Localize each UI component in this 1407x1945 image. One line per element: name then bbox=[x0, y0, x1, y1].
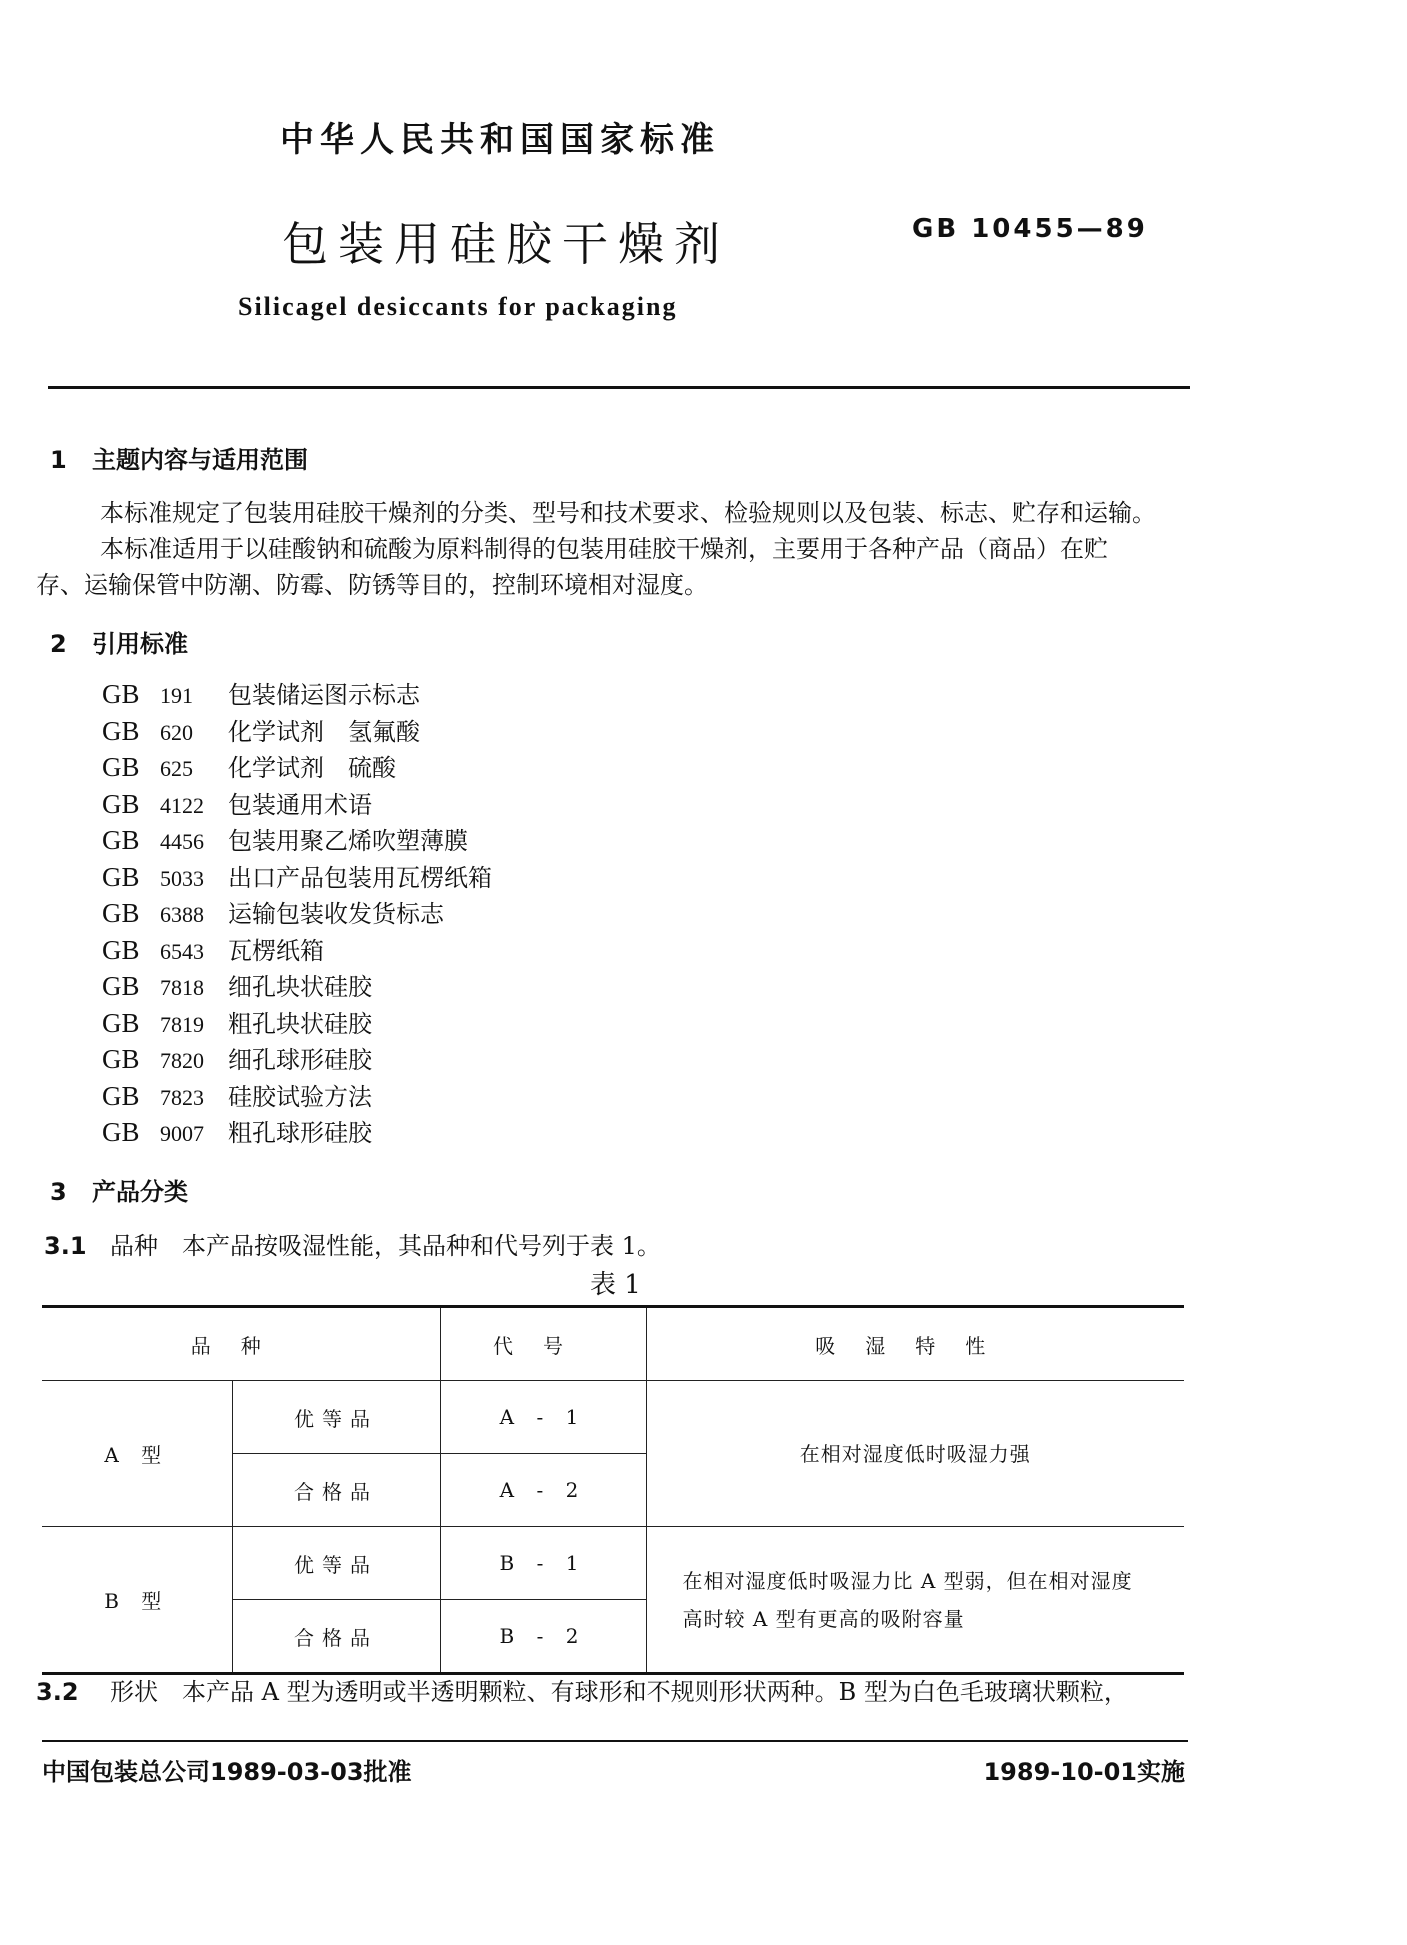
reference-number: 6388 bbox=[160, 902, 204, 927]
reference-item bbox=[102, 859, 492, 896]
subsection-3-1 bbox=[44, 1226, 661, 1261]
footer-divider bbox=[42, 1740, 1188, 1742]
reference-title: 细孔块状硅胶 bbox=[228, 973, 372, 1001]
header-divider bbox=[48, 386, 1190, 389]
reference-item bbox=[102, 1005, 492, 1042]
cell-grade: 合格品 bbox=[232, 1600, 440, 1674]
reference-prefix: GB bbox=[102, 788, 140, 819]
cell-code: A - 1 bbox=[440, 1381, 646, 1454]
section-number: 2 bbox=[50, 630, 67, 658]
cell-type-b: B 型 bbox=[42, 1527, 232, 1674]
reference-item bbox=[102, 1078, 492, 1115]
section-2-heading bbox=[50, 624, 188, 659]
cell-property-b: 在相对湿度低时吸湿力比 A 型弱，但在相对湿度高时较 A 型有更高的吸附容量 bbox=[646, 1527, 1184, 1674]
reference-number: 4456 bbox=[160, 829, 204, 854]
reference-number: 4122 bbox=[160, 792, 204, 818]
reference-prefix: GB bbox=[102, 1080, 140, 1111]
subsection-text: 形状 本产品 A 型为透明或半透明颗粒、有球形和不规则形状两种。B 型为白色毛玻璃状颗粒， bbox=[110, 1678, 1128, 1706]
reference-prefix: GB bbox=[102, 1044, 140, 1074]
standard-code: GB 10455—89 bbox=[912, 214, 1148, 244]
subsection-number: 3.1 bbox=[44, 1232, 87, 1260]
reference-prefix: GB bbox=[102, 934, 140, 965]
section-1-heading bbox=[50, 440, 308, 475]
reference-title: 硅胶试验方法 bbox=[228, 1082, 372, 1111]
english-title: Silicagel desiccants for packaging bbox=[238, 292, 678, 321]
reference-item bbox=[102, 895, 492, 932]
reference-title: 包装用聚乙烯吹塑薄膜 bbox=[228, 827, 468, 855]
table-row bbox=[42, 1527, 1184, 1600]
reference-list bbox=[102, 676, 492, 1151]
reference-title: 包装储运图示标志 bbox=[228, 681, 420, 709]
reference-number: 7819 bbox=[160, 1011, 204, 1037]
classification-table bbox=[42, 1305, 1184, 1675]
reference-item bbox=[102, 968, 492, 1005]
section-1-paragraph-2-line-1: 本标准适用于以硅酸钠和硫酸为原料制得的包装用硅胶干燥剂，主要用于各种产品（商品）在贮 bbox=[100, 535, 1108, 563]
header-variety: 品种 bbox=[42, 1307, 440, 1381]
subsection-3-2 bbox=[36, 1672, 1128, 1707]
header-property: 吸湿特性 bbox=[646, 1307, 1184, 1381]
reference-title: 出口产品包装用瓦楞纸箱 bbox=[228, 863, 492, 892]
section-number: 1 bbox=[50, 446, 67, 474]
reference-number: 7823 bbox=[160, 1084, 204, 1110]
reference-title: 化学试剂 硫酸 bbox=[228, 754, 396, 782]
national-standard-label: 中华人民共和国国家标准 bbox=[280, 120, 720, 160]
table-row bbox=[42, 1381, 1184, 1454]
reference-number: 625 bbox=[160, 756, 193, 781]
reference-title: 包装通用术语 bbox=[228, 790, 372, 819]
reference-item bbox=[102, 786, 492, 823]
reference-prefix: GB bbox=[102, 825, 140, 855]
cell-code: B - 2 bbox=[440, 1600, 646, 1674]
reference-title: 化学试剂 氢氟酸 bbox=[228, 717, 420, 746]
reference-prefix: GB bbox=[102, 1007, 140, 1038]
cell-type-a: A 型 bbox=[42, 1381, 232, 1527]
section-1-paragraph-1: 本标准规定了包装用硅胶干燥剂的分类、型号和技术要求、检验规则以及包装、标志、贮存和运输。 bbox=[100, 499, 1156, 527]
document-title: 包装用硅胶干燥剂 bbox=[282, 217, 730, 271]
cell-grade: 合格品 bbox=[232, 1454, 440, 1527]
reference-prefix: GB bbox=[102, 752, 140, 782]
reference-prefix: GB bbox=[102, 715, 140, 746]
reference-title: 粗孔块状硅胶 bbox=[228, 1009, 372, 1038]
section-3-heading bbox=[50, 1172, 188, 1207]
reference-number: 7820 bbox=[160, 1048, 204, 1073]
section-title: 引用标准 bbox=[92, 630, 188, 658]
reference-prefix: GB bbox=[102, 679, 140, 709]
cell-property-a: 在相对湿度低时吸湿力强 bbox=[646, 1381, 1184, 1527]
section-title: 产品分类 bbox=[92, 1178, 188, 1206]
reference-title: 运输包装收发货标志 bbox=[228, 900, 444, 928]
section-number: 3 bbox=[50, 1178, 67, 1206]
cell-code: B - 1 bbox=[440, 1527, 646, 1600]
table-caption: 表 1 bbox=[590, 1270, 641, 1300]
subsection-number: 3.2 bbox=[36, 1678, 79, 1706]
reference-item bbox=[102, 1041, 492, 1078]
reference-title: 粗孔球形硅胶 bbox=[228, 1119, 372, 1147]
approval-note: 中国包装总公司1989-03-03批准 bbox=[42, 1758, 412, 1786]
reference-number: 6543 bbox=[160, 938, 204, 964]
reference-number: 620 bbox=[160, 719, 193, 745]
header-code: 代号 bbox=[440, 1307, 646, 1381]
reference-number: 5033 bbox=[160, 865, 204, 891]
reference-title: 瓦楞纸箱 bbox=[228, 936, 324, 965]
table-header-row bbox=[42, 1307, 1184, 1381]
reference-prefix: GB bbox=[102, 898, 140, 928]
reference-title: 细孔球形硅胶 bbox=[228, 1046, 372, 1074]
reference-item bbox=[102, 676, 492, 713]
cell-grade: 优等品 bbox=[232, 1527, 440, 1600]
reference-item bbox=[102, 932, 492, 969]
subsection-text: 品种 本产品按吸湿性能，其品种和代号列于表 1。 bbox=[110, 1232, 661, 1260]
cell-code: A - 2 bbox=[440, 1454, 646, 1527]
cell-grade: 优等品 bbox=[232, 1381, 440, 1454]
reference-number: 191 bbox=[160, 683, 193, 708]
reference-item bbox=[102, 713, 492, 750]
implementation-note: 1989-10-01实施 bbox=[983, 1758, 1185, 1786]
reference-prefix: GB bbox=[102, 861, 140, 892]
reference-item bbox=[102, 749, 492, 786]
reference-number: 7818 bbox=[160, 975, 204, 1000]
reference-item bbox=[102, 1114, 492, 1151]
reference-number: 9007 bbox=[160, 1121, 204, 1146]
section-1-paragraph-2-line-2: 存、运输保管中防潮、防霉、防锈等目的，控制环境相对湿度。 bbox=[36, 571, 708, 599]
reference-item bbox=[102, 822, 492, 859]
reference-prefix: GB bbox=[102, 1117, 140, 1147]
reference-prefix: GB bbox=[102, 971, 140, 1001]
section-title: 主题内容与适用范围 bbox=[92, 446, 308, 474]
